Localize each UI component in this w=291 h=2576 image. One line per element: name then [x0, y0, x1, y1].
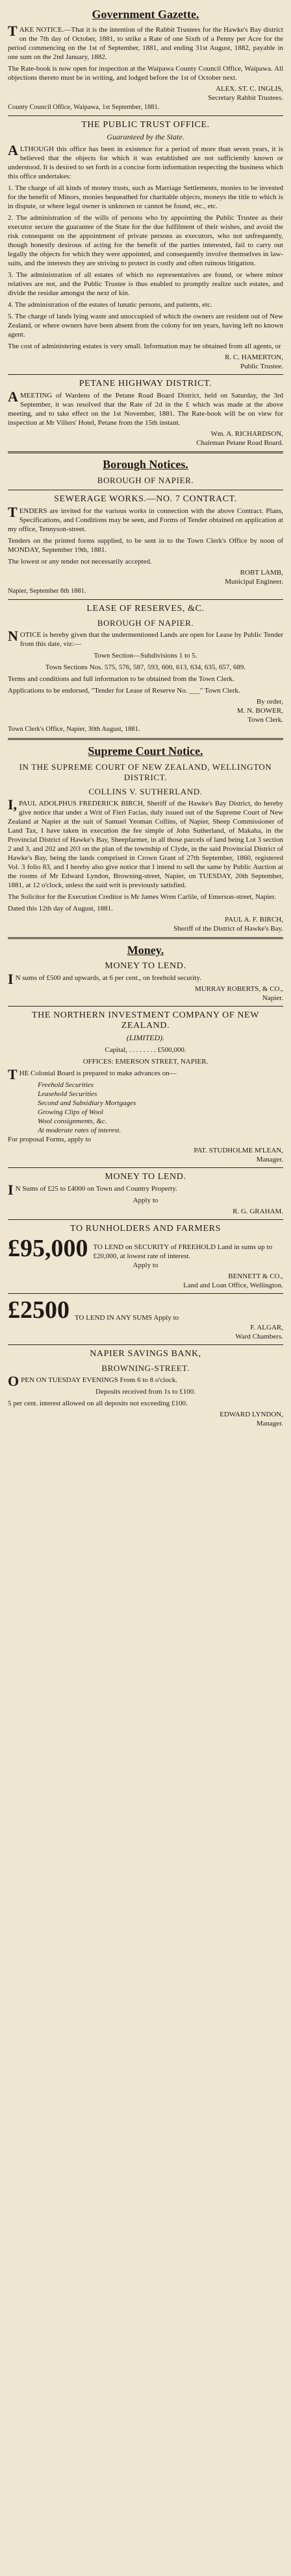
- public-trust-paragraph-3: 2. The administration of the wills of persons who by appointing the Public Trustee as their executor secure the guarantee of the State for the due fulfilment of their wishes, and avoid the risk consequent on the appointment of private persons as executors, who not unfrequently, though honestly desirous of acting for the benefit of the parties interested, fail to carry out legally the objects for which they were appointed, and consequently involve themselves in law-suits, and the interests they are striving to protect in costly and often ruinous litigation.: [8, 214, 283, 267]
- sewerage-heading: SEWERAGE WORKS.—NO. 7 CONTRACT.: [54, 494, 237, 504]
- divider: [8, 1293, 283, 1294]
- divider: [8, 1006, 283, 1007]
- loan-2500-signature-name: F. ALGAR,: [250, 1324, 283, 1331]
- loan-2500-signature-role: Ward Chambers.: [235, 1333, 283, 1341]
- double-divider: [8, 738, 283, 740]
- savings-bank-signature-role: Manager.: [256, 1420, 283, 1427]
- farmers-signature-name: BENNETT & CO.,: [228, 1272, 283, 1280]
- section-title-supreme-court: Supreme Court Notice.: [88, 745, 203, 757]
- court-heading: IN THE SUPREME COURT OF NEW ZEALAND, WELLINGTON DISTRICT.: [19, 762, 272, 782]
- section-title-money: Money.: [127, 944, 164, 957]
- lease-paragraph-3: Town Sections Nos. 575, 576, 587, 593, 600, 613, 634, 635, 657, 689.: [45, 663, 246, 671]
- list-item: Leasehold Securities: [38, 1090, 97, 1098]
- divider: [8, 374, 283, 375]
- money-lend-2-signature-name: R. G. GRAHAM.: [233, 1208, 283, 1215]
- northern-capital: Capital, . . . . . . . . £500,000.: [105, 1046, 186, 1054]
- divider: [8, 1344, 283, 1345]
- money-lend-1-signature-role: Napier.: [262, 994, 283, 1002]
- divider: [8, 115, 283, 116]
- lease-signature-pre: By order,: [256, 698, 283, 706]
- northern-items-list: [38, 1080, 283, 1135]
- divider: [8, 599, 283, 600]
- lease-paragraph-5: Applications to be endorsed, "Tender for Lease of Reserve No. ___" Town Clerk.: [8, 687, 240, 695]
- loan-2500-amount: £2500: [8, 1296, 70, 1324]
- savings-bank-paragraph-1: OPEN ON TUESDAY EVENINGS From 6 to 8 o'clock.: [8, 1373, 177, 1389]
- newspaper-page: [8, 0, 283, 1427]
- rabbit-signature-place: County Council Office, Waipawa, 1st September, 1881.: [8, 104, 160, 111]
- public-trust-heading: THE PUBLIC TRUST OFFICE.: [81, 120, 210, 130]
- petane-signature-role: Chairman Petane Road Board.: [196, 439, 283, 447]
- savings-bank-subheading: BROWNING-STREET.: [101, 1363, 190, 1373]
- rabbit-signature-name: ALEX. ST. C. INGLIS,: [216, 85, 283, 93]
- public-trust-subheading: Guaranteed by the State.: [107, 132, 184, 141]
- lease-place: Town Clerk's Office, Napier, 30th August, 1881.: [8, 726, 140, 733]
- northern-heading: THE NORTHERN INVESTMENT COMPANY OF NEW ZEALAND.: [31, 1010, 260, 1031]
- court-signature-role: Sheriff of the District of Hawke's Bay.: [173, 925, 283, 933]
- rabbit-signature-role: Secretary Rabbit Trustees.: [208, 94, 283, 102]
- northern-paragraph: THE Colonial Board is prepared to make advances on—: [8, 1066, 177, 1082]
- farmers-signature-role: Land and Loan Office, Wellington.: [183, 1282, 283, 1289]
- public-trust-paragraph-1: ALTHOUGH this office has been in existence for a period of more than seven years, it is believed that the objects for which it was established are not sufficiently known or understood. It is desired to set forth in a concise form information respecting the business which this office undertakes:: [8, 142, 283, 180]
- money-lend-1-paragraph: IN sums of £500 and upwards, at 6 per cent., on freehold security.: [8, 971, 201, 987]
- divider: [8, 1219, 283, 1220]
- northern-subheading: (LIMITED).: [126, 1033, 165, 1042]
- court-signature-name: PAUL A. F. BIRCH,: [225, 916, 283, 924]
- money-lend-2-heading: MONEY TO LEND.: [105, 1172, 186, 1182]
- lease-paragraph-1: NOTICE is hereby given that the undermentioned Lands are open for Lease by Public Tender from this date, viz:—: [8, 628, 283, 648]
- public-trust-paragraph-6: 5. The charge of lands lying waste and unoccupied of which the owners are resident out of New Zealand, or where owners have been absent from the colony for ten years, having left no known agent.: [8, 313, 283, 339]
- rabbit-notice-paragraph-2: The Rate-book is now open for inspection at the Waipawa County Council Office, Waipawa. All objections thereto must be in writing, and lodged before the 1st of October next.: [8, 65, 283, 82]
- rabbit-notice-paragraph: TAKE NOTICE.—That it is the intention of the Rabbit Trustees for the Hawke's Bay district on the 7th day of October, 1881, to strike a Rate of one Sixth of a Penny per Acre for the period commencing on the 1st of September, 1881, and ending 31st August, 1882, payable in one sum on the 2nd January, 1882.: [8, 23, 283, 61]
- northern-paragraph-2: For proposal Forms, apply to: [8, 1136, 92, 1143]
- loan-2500-text: TO LEND IN ANY SUMS Apply to: [75, 1314, 179, 1322]
- farmers-heading: TO RUNHOLDERS AND FARMERS: [70, 1224, 221, 1234]
- list-item: Growing Clips of Wool: [38, 1108, 103, 1116]
- petane-paragraph: AMEETING of Wardens of the Petane Road Board District, held on Saturday, the 3rd September, it was resolved that the Rate of 2d in the £ which was made at the above meeting, and to take effect on the 1st November, 1881. The Rate-book will be on view for inspection at Mr Villers' Hotel, Petane from the 15th instant.: [8, 388, 283, 427]
- savings-bank-heading: NAPIER SAVINGS BANK,: [90, 1349, 201, 1359]
- sewerage-date: Napier, September 8th 1881.: [8, 588, 86, 595]
- petane-heading: PETANE HIGHWAY DISTRICT.: [79, 379, 212, 388]
- court-parties: COLLINS V. SUTHERLAND.: [88, 787, 203, 796]
- money-lend-2-apply: Apply to: [133, 1197, 158, 1204]
- loan-2500-offer: [8, 1298, 283, 1322]
- court-paragraph-3: Dated this 12th day of August, 1881.: [8, 905, 113, 912]
- farmers-amount: £95,000: [8, 1235, 88, 1262]
- northern-offices: OFFICES: EMERSON STREET, NAPIER.: [82, 1058, 209, 1066]
- public-trust-paragraph-5: 4. The administration of the estates of lunatic persons, and patients, etc.: [8, 301, 212, 309]
- savings-bank-paragraph-2: Deposits received from 1s to £100.: [95, 1388, 196, 1396]
- farmers-offer: [8, 1236, 283, 1261]
- money-lend-1-heading: MONEY TO LEND.: [105, 961, 186, 971]
- list-item: Freehold Securities: [38, 1081, 94, 1089]
- sewerage-signature-name: ROBT LAMB,: [240, 569, 283, 577]
- northern-signature-role: Manager.: [256, 1156, 283, 1163]
- money-lend-2-paragraph: IN Sums of £25 to £4000 on Town and Country Property.: [8, 1182, 177, 1198]
- sewerage-paragraph-3: The lowest or any tender not necessarily accepted.: [8, 558, 152, 566]
- northern-signature-name: PAT. STUDHOLME M'LEAN,: [194, 1147, 283, 1154]
- section-title-borough-notices: Borough Notices.: [103, 458, 188, 471]
- farmers-apply: Apply to: [133, 1261, 158, 1269]
- lease-signature-role: Town Clerk.: [247, 716, 283, 724]
- savings-bank-signature-name: EDWARD LYNDON,: [220, 1411, 283, 1418]
- public-trust-paragraph-7: The cost of administering estates is very small. Information may be obtained from all agents, or: [8, 342, 281, 350]
- advertisement-column: [8, 8, 283, 1427]
- divider: [8, 1167, 283, 1168]
- public-trust-paragraph-4: 3. The administration of all estates of which no representatives are found, or where minor relatives are not, and the Public Trustee is thus enabled to promptly realize such estates, and divide the residue amongst the next of kin.: [8, 271, 283, 297]
- section-title-government-gazette: Government Gazette.: [92, 8, 199, 21]
- public-trust-paragraph-2: 1. The charge of all kinds of money trusts, such as Marriage Settlements, monies to be invested for the benefit of Minors, monies bequeathed for charitable objects, moneys the title to which is in dispute, or where legal owner is unknown or cannot be found, etc., etc.: [8, 184, 283, 210]
- lease-signature-name: M. N. BOWER,: [236, 707, 283, 715]
- double-divider: [8, 451, 283, 453]
- court-paragraph-1: I,PAUL ADOLPHUS FREDERICK BIRCH, Sheriff of the Hawke's Bay District, do hereby give notice that under a Writ of Fieri Facias, duly issued out of the Supreme Court of New Zealand at Napier at the suit of Samuel Yeoman Collins, of Napier, Sheep Commissioner of Land Tax, I have taken in execution the fee simple of John Sutherland, of Makaha, in the Provincial District of Hawke's Bay, Sheepfarmer, in all those parcels of land being Lot 3 section 2 and 3, and 202 and 203 on the plan of the township of Clyde, in the said Provincial District of Hawke's Bay, being the lands comprised in Crown Grant of 27th September, 1860, registered Vol. 3 folio 83, and I hereby also give notice that I intend to sell the same by Public Auction at the rooms of Mr Edward Lyndon, Browning-street, Napier, on TUESDAY, 20th September, 1881, at 12 o'clock, unless the said writ is previously satisfied.: [8, 796, 283, 889]
- sewerage-paragraph-1: TENDERS are invited for the various works in connection with the above Contract. Plans, Specifications, and Conditions may be seen, and Forms of Tender obtained on application at my office, Tennyson-street.: [8, 504, 283, 533]
- lease-heading: LEASE OF RESERVES, &C.: [86, 604, 205, 614]
- public-trust-signature-role: Public Trustee.: [240, 363, 283, 370]
- lease-paragraph-2: Town Section—Subdivisions 1 to 5.: [94, 652, 197, 660]
- lease-subheading: BOROUGH OF NAPIER.: [97, 618, 194, 628]
- list-item: Wool consignments, &c.: [38, 1117, 107, 1125]
- sewerage-signature-role: Municipal Engineer.: [225, 578, 283, 586]
- money-lend-1-signature-name: MURRAY ROBERTS, & CO.,: [194, 985, 283, 993]
- farmers-text: TO LEND on SECURITY of FREEHOLD Land in sums up to £20,000, at lowest rate of interest.: [93, 1243, 273, 1260]
- petane-signature-name: Wm. A. RICHARDSON,: [210, 430, 283, 438]
- double-divider: [8, 937, 283, 939]
- court-paragraph-2: The Solicitor for the Execution Creditor is Mr James Wren Carlile, of Emerson-street, Napier.: [8, 893, 276, 901]
- public-trust-signature-name: R. C. HAMERTON,: [225, 353, 283, 361]
- sewerage-paragraph-2: Tenders on the printed forms supplied, to be sent in to the Town Clerk's Office by noon of MONDAY, September 19th, 1881.: [8, 537, 283, 554]
- lease-paragraph-4: Terms and conditions and full information to be obtained from the Town Clerk.: [8, 675, 234, 683]
- savings-bank-paragraph-3: 5 per cent. interest allowed on all deposits not exceeding £100.: [8, 1400, 188, 1407]
- list-item: At moderate rates of interest.: [38, 1127, 121, 1134]
- borough-napier-heading: BOROUGH OF NAPIER.: [97, 475, 194, 485]
- list-item: Second and Subsidiary Mortgages: [38, 1099, 136, 1107]
